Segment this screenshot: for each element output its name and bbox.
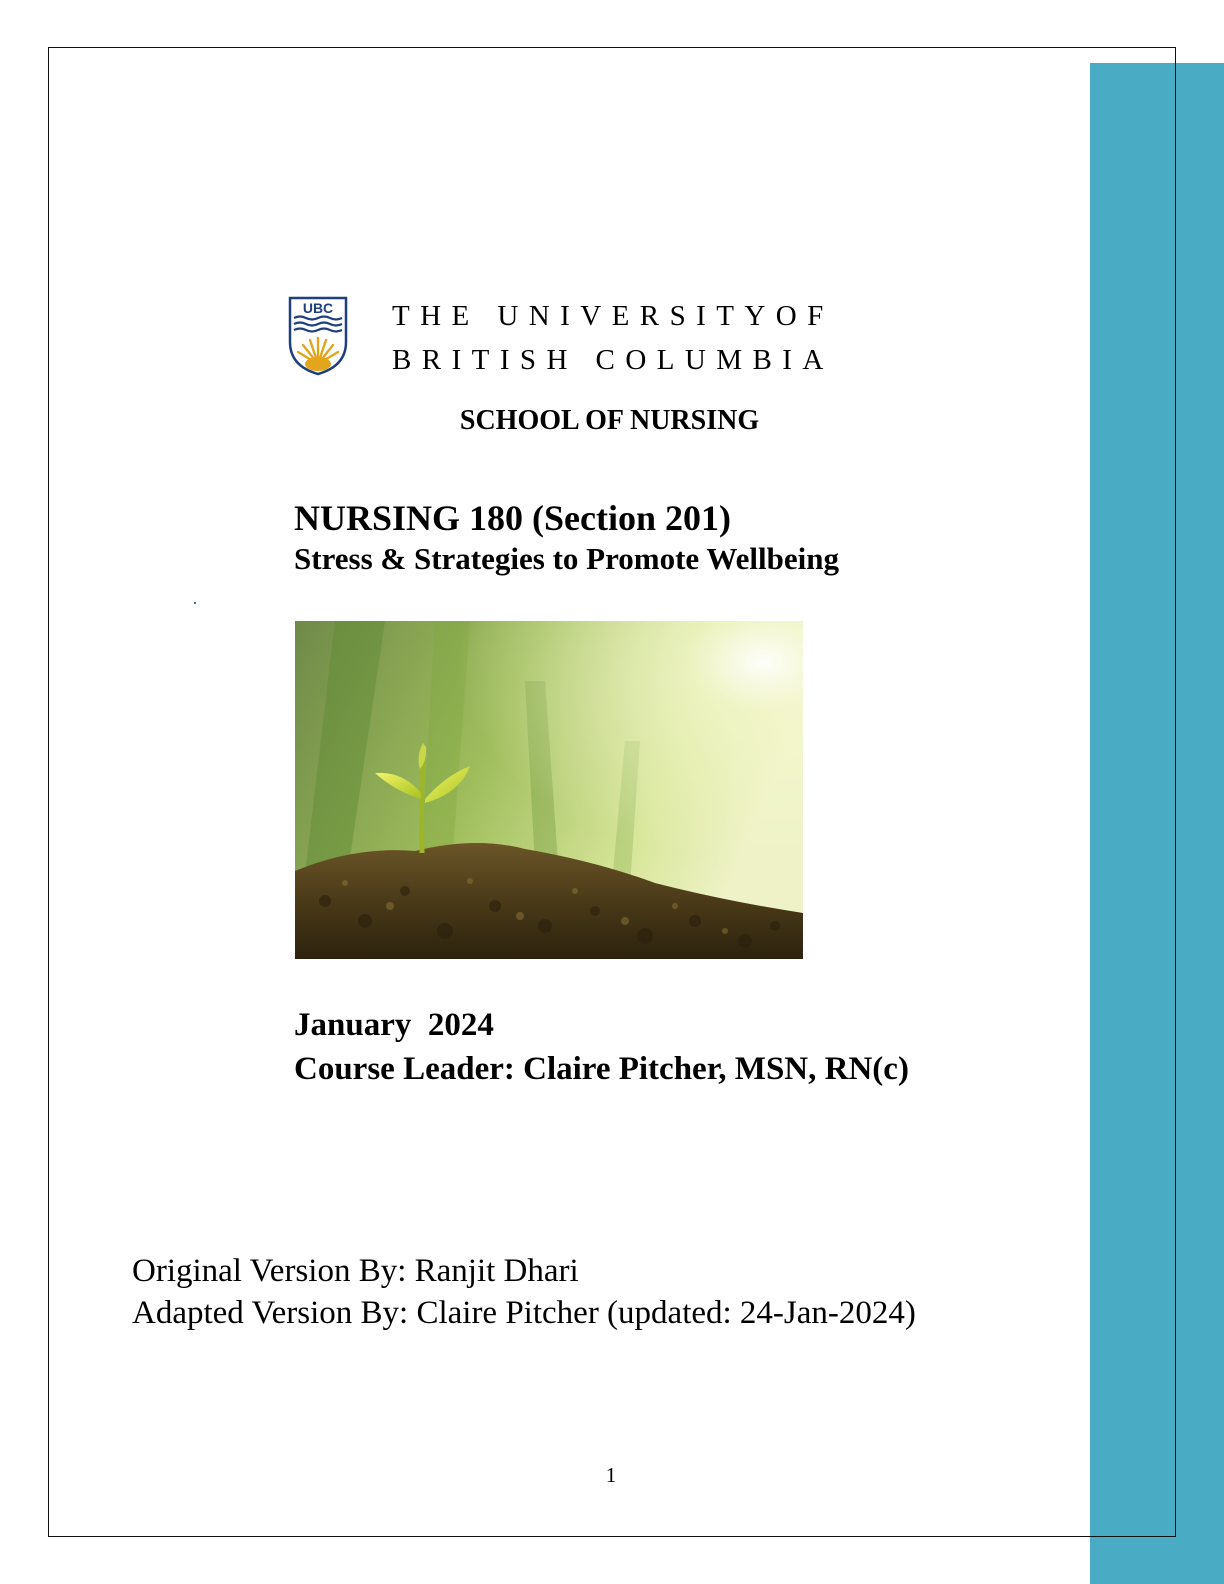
adapted-version-credit: Adapted Version By: Claire Pitcher (updated: 24-Jan-2024) bbox=[132, 1295, 916, 1331]
course-title: Stress & Strategies to Promote Wellbeing bbox=[294, 541, 839, 576]
ubc-crest-icon bbox=[288, 296, 348, 376]
logo-text: UBC bbox=[302, 300, 334, 316]
stray-dot bbox=[194, 602, 196, 604]
page-number: 1 bbox=[605, 1463, 617, 1487]
school-name: SCHOOL OF NURSING bbox=[459, 405, 760, 436]
university-name-line2: BRITISH COLUMBIA bbox=[392, 344, 834, 376]
university-name bbox=[392, 294, 834, 382]
original-version-credit: Original Version By: Ranjit Dhari bbox=[132, 1253, 579, 1289]
term-date: January 2024 bbox=[294, 1007, 494, 1043]
seedling-in-soil-photo bbox=[295, 621, 803, 959]
course-code: NURSING 180 (Section 201) bbox=[294, 498, 731, 538]
university-name-line1: THE UNIVERSITYOF bbox=[392, 300, 834, 332]
course-leader: Course Leader: Claire Pitcher, MSN, RN(c) bbox=[294, 1051, 909, 1087]
